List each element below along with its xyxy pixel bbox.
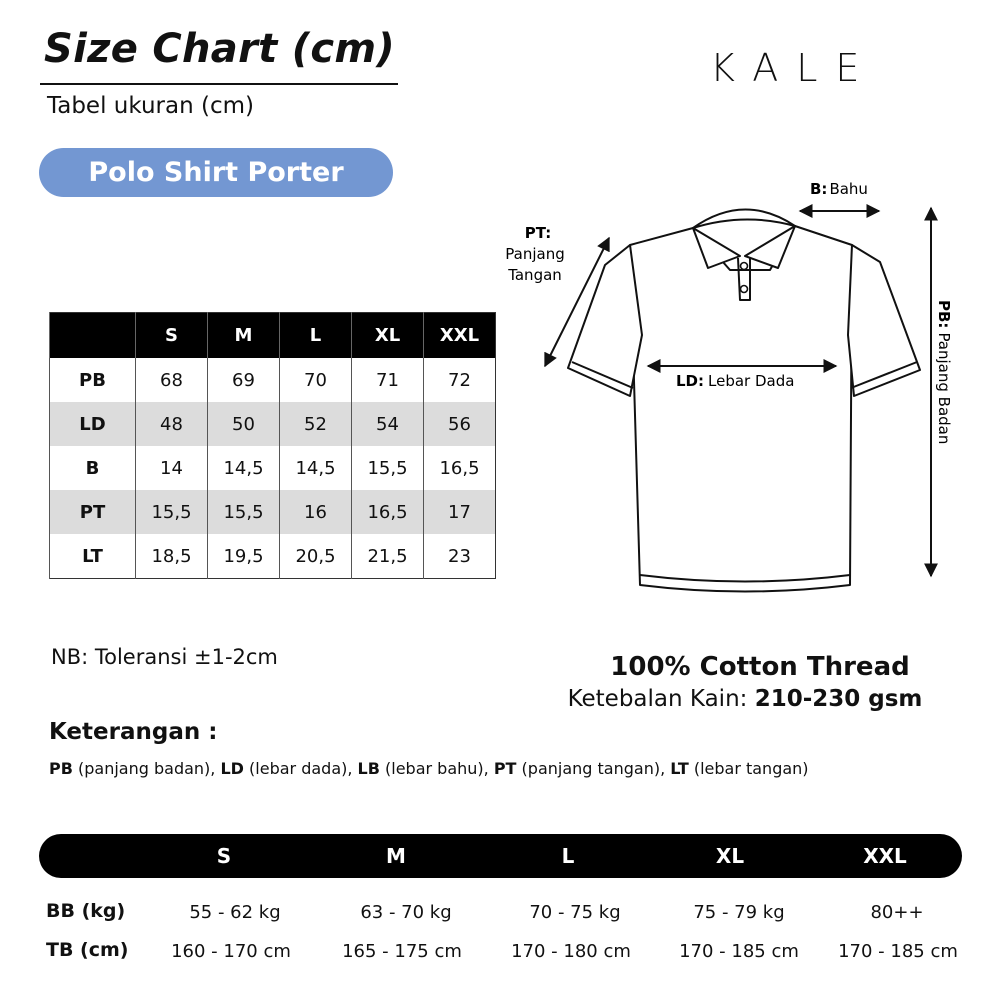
note-code: LT — [670, 759, 689, 778]
weight-row-label: BB (kg) — [46, 900, 126, 922]
note-code: LD — [220, 759, 244, 778]
body-size-header: XXL — [863, 844, 907, 868]
table-cell: 68 — [136, 358, 208, 402]
fabric-weight — [540, 686, 950, 712]
height-cell: 170 - 185 cm — [838, 941, 958, 962]
notes-heading: Keterangan : — [49, 719, 218, 745]
table-row — [50, 446, 496, 490]
table-cell: 72 — [424, 358, 496, 402]
table-cell: 14,5 — [208, 446, 280, 490]
height-row-label: TB (cm) — [46, 939, 129, 961]
size-table-header — [50, 313, 496, 359]
tolerance-note: NB: Toleransi ±1-2cm — [51, 645, 278, 669]
size-table-corner — [50, 313, 136, 359]
table-cell: 15,5 — [208, 490, 280, 534]
table-cell: 56 — [424, 402, 496, 446]
brand-logo: KALE — [710, 46, 878, 90]
length-text: Panjang Badan — [935, 332, 953, 445]
fabric-weight-label: Ketebalan Kain: — [567, 686, 748, 712]
body-size-header: L — [561, 844, 575, 868]
table-cell: 71 — [352, 358, 424, 402]
sleeve-text-line2: Tangan — [508, 266, 562, 284]
length-code: PB: — [935, 300, 953, 329]
size-header: S — [136, 313, 208, 359]
table-cell: 54 — [352, 402, 424, 446]
shoulder-code: B: — [810, 180, 828, 198]
fabric-title: 100% Cotton Thread — [610, 652, 910, 682]
size-header: L — [280, 313, 352, 359]
length-label — [935, 300, 953, 444]
note-code: PB — [49, 759, 73, 778]
table-cell: 23 — [424, 534, 496, 579]
shoulder-text: Bahu — [829, 180, 868, 198]
note-text: (lebar dada), — [243, 759, 358, 778]
size-header: XXL — [424, 313, 496, 359]
chest-label — [676, 372, 794, 390]
table-cell: 14,5 — [280, 446, 352, 490]
table-cell: 18,5 — [136, 534, 208, 579]
note-text: (panjang tangan), — [516, 759, 671, 778]
table-cell: 48 — [136, 402, 208, 446]
notes-legend — [49, 759, 809, 778]
table-cell: 16,5 — [352, 490, 424, 534]
table-row — [50, 490, 496, 534]
row-label: LD — [50, 402, 136, 446]
fabric-weight-value: 210-230 gsm — [754, 686, 923, 712]
page-subtitle: Tabel ukuran (cm) — [47, 93, 254, 119]
table-cell: 15,5 — [352, 446, 424, 490]
table-row — [50, 402, 496, 446]
body-size-header: XL — [715, 844, 745, 868]
size-table — [49, 312, 496, 579]
body-size-header-bar — [39, 834, 962, 878]
chest-text: Lebar Dada — [708, 372, 795, 390]
weight-cell: 80++ — [870, 902, 924, 923]
page-title: Size Chart (cm) — [44, 26, 395, 72]
table-cell: 52 — [280, 402, 352, 446]
title-underline — [40, 83, 398, 85]
chest-code: LD: — [676, 372, 705, 390]
note-text: (lebar tangan) — [688, 759, 809, 778]
table-row — [50, 534, 496, 579]
button-icon — [741, 286, 748, 293]
body-size-header: M — [386, 844, 406, 868]
height-cell: 165 - 175 cm — [342, 941, 462, 962]
table-cell: 16 — [280, 490, 352, 534]
weight-cell: 75 - 79 kg — [693, 902, 785, 923]
table-cell: 21,5 — [352, 534, 424, 579]
polo-shirt-diagram — [505, 170, 980, 600]
body-size-header: S — [216, 844, 232, 868]
button-icon — [741, 263, 748, 270]
table-cell: 70 — [280, 358, 352, 402]
table-cell: 19,5 — [208, 534, 280, 579]
row-label: PB — [50, 358, 136, 402]
row-label: B — [50, 446, 136, 490]
table-cell: 69 — [208, 358, 280, 402]
sleeve-text-line1: Panjang — [505, 245, 565, 263]
weight-cell: 55 - 62 kg — [189, 902, 281, 923]
table-cell: 14 — [136, 446, 208, 490]
table-cell: 50 — [208, 402, 280, 446]
table-cell: 20,5 — [280, 534, 352, 579]
height-cell: 160 - 170 cm — [171, 941, 291, 962]
weight-cell: 63 - 70 kg — [360, 902, 452, 923]
note-text: (lebar bahu), — [379, 759, 494, 778]
size-header: M — [208, 313, 280, 359]
height-cell: 170 - 180 cm — [511, 941, 631, 962]
row-label: PT — [50, 490, 136, 534]
note-code: LB — [357, 759, 380, 778]
table-cell: 16,5 — [424, 446, 496, 490]
sleeve-code: PT: — [524, 224, 552, 242]
table-cell: 17 — [424, 490, 496, 534]
shoulder-label — [810, 180, 868, 198]
height-cell: 170 - 185 cm — [679, 941, 799, 962]
note-text: (panjang badan), — [72, 759, 221, 778]
note-code: PT — [493, 759, 517, 778]
product-name-badge: Polo Shirt Porter — [39, 148, 393, 197]
table-cell: 15,5 — [136, 490, 208, 534]
row-label: LT — [50, 534, 136, 579]
size-header: XL — [352, 313, 424, 359]
weight-cell: 70 - 75 kg — [529, 902, 621, 923]
table-row — [50, 358, 496, 402]
